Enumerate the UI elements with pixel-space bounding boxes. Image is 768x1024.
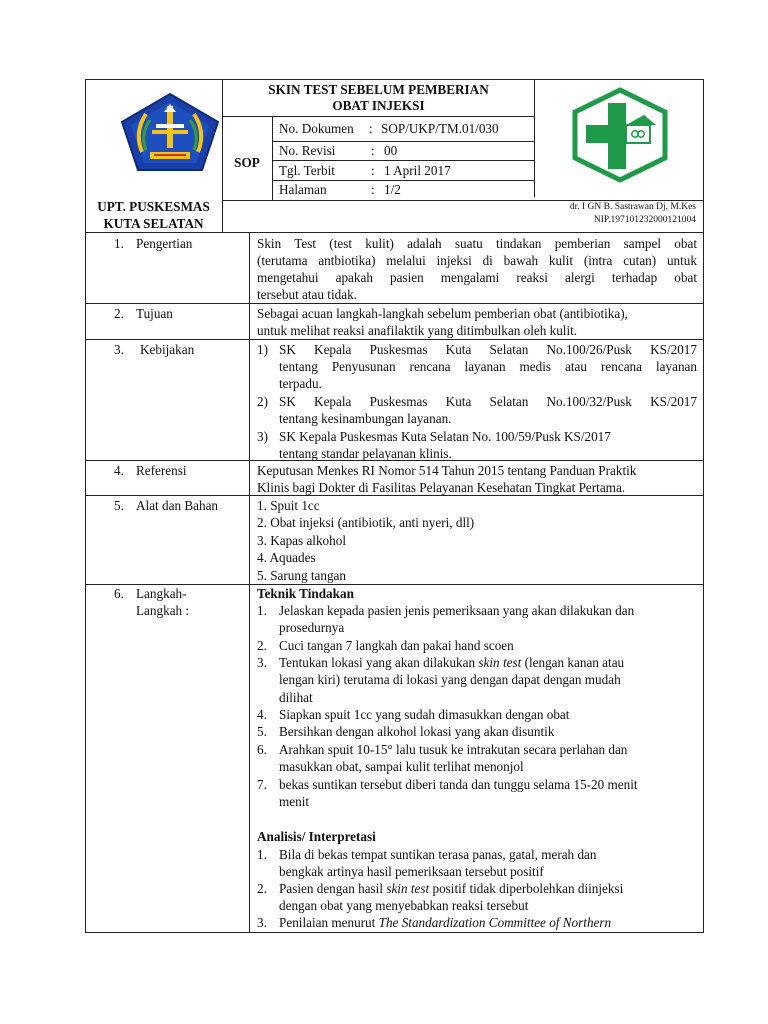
- issued-value: 1 April 2017: [384, 163, 451, 178]
- revision-value: 00: [384, 143, 398, 158]
- row-text-line: Klinis bagi Dokter di Fasilitas Pelayanan Kesehatan Tingkat Pertama.: [257, 480, 626, 495]
- step-number: 6.: [257, 742, 267, 757]
- row-number: 6.: [114, 586, 124, 601]
- step-text: Jelaskan kepada pasien jenis pemeriksaan yang akan dilakukan dan: [279, 603, 635, 618]
- policy-item-text: tentang standar pelayanan klinis.: [279, 446, 452, 461]
- issued-label: Tgl. Terbit: [279, 163, 335, 178]
- list-item: 3. Kapas alkohol: [257, 533, 346, 548]
- step-text: masukkan obat, sampai kulit terlihat menonjol: [279, 759, 524, 774]
- header-divider: [222, 116, 535, 117]
- analysis-text-part: Pasien dengan hasil: [279, 881, 387, 896]
- row-label: Pengertian: [136, 236, 193, 251]
- step-text: Cuci tangan 7 langkah dan pakai hand scoen: [279, 638, 514, 653]
- row-label: Kebijakan: [140, 342, 195, 357]
- organization-name: KUTA SELATAN: [103, 216, 204, 231]
- row-text-line: mengetahui apakah pasien mengalami reaksi alergi terhadap obat: [257, 270, 697, 285]
- step-number: 3.: [257, 655, 267, 670]
- row-number: 3.: [114, 342, 124, 357]
- policy-item-text: SK Kepala Puskesmas Kuta Selatan No.100/26/Pusk KS/2017: [279, 342, 697, 357]
- step-number: 5.: [257, 724, 267, 739]
- row-number: 1.: [114, 236, 124, 251]
- analysis-text-part: Penilaian menurut: [279, 915, 379, 930]
- doc-number-value: SOP/UKP/TM.01/030: [381, 121, 499, 136]
- step-text: [279, 654, 624, 672]
- row-label: Langkah-: [136, 586, 187, 601]
- regional-emblem-logo: [120, 92, 220, 172]
- header-divider: [272, 116, 273, 201]
- page-sep: :: [371, 182, 375, 197]
- policy-item-number: 2): [257, 394, 268, 409]
- policy-item-number: 1): [257, 342, 268, 357]
- analysis-number: 2.: [257, 881, 267, 896]
- step-text: Arahkan spuit 10-15° lalu tusuk ke intrakutan secara perlahan dan: [279, 742, 628, 757]
- row-number: 5.: [114, 498, 124, 513]
- row-text-line: Sebagai acuan langkah-langkah sebelum pemberian obat (antibiotika),: [257, 306, 628, 321]
- analysis-text-italic: skin test: [386, 881, 430, 896]
- revision-sep: :: [371, 143, 375, 158]
- step-text: lengan kiri) terutama di lokasi yang dengan dapat dengan mudah: [279, 672, 621, 687]
- signer-name: dr. I GN B. Sastrawan Dj, M.Kes: [569, 202, 696, 212]
- step-text: bekas suntikan tersebut diberi tanda dan tunggu selama 15-20 menit: [279, 777, 638, 792]
- column-divider: [249, 232, 250, 932]
- page-label: Halaman: [279, 182, 327, 197]
- sop-label: SOP: [234, 155, 260, 170]
- policy-item-text: terpadu.: [279, 376, 322, 391]
- analysis-text-italic: The Standardization Committee of Northern: [378, 915, 612, 930]
- step-text-italic: skin test: [478, 655, 522, 670]
- analysis-text-part: positif tidak diperbolehkan diinjeksi: [429, 881, 624, 896]
- analysis-text: [279, 880, 623, 898]
- doc-number-sep: :: [369, 121, 373, 136]
- header-divider: [272, 160, 535, 161]
- analysis-number: 3.: [257, 915, 267, 930]
- row-divider: [85, 303, 704, 304]
- row-label: Alat dan Bahan: [136, 498, 219, 513]
- list-item: 1. Spuit 1cc: [257, 498, 320, 513]
- row-label: Referensi: [136, 463, 187, 478]
- step-text: dilihat: [279, 690, 313, 705]
- step-text: prosedurnya: [279, 620, 345, 635]
- policy-item-text: SK Kepala Puskesmas Kuta Selatan No.100/32/Pusk KS/2017: [279, 394, 697, 409]
- row-text-line: Skin Test (test kulit) adalah suatu tindakan pemberian sampel obat: [257, 236, 697, 251]
- row-text-line: untuk melihat reaksi anafilaktik yang ditimbulkan oleh kulit.: [257, 323, 578, 338]
- step-number: 4.: [257, 707, 267, 722]
- section-heading: Teknik Tindakan: [257, 586, 354, 601]
- puskesmas-cross-logo: [570, 87, 670, 183]
- row-number: 2.: [114, 306, 124, 321]
- signer-nip: NIP.197101232000121004: [593, 215, 696, 225]
- analysis-text: dengan obat yang menyebabkan reaksi tersebut: [279, 898, 529, 913]
- row-number: 4.: [114, 463, 124, 478]
- list-item: 2. Obat injeksi (antibiotik, anti nyeri, dll): [257, 515, 475, 530]
- policy-item-text: tentang Penyusunan rencana layanan medis atau rencana layanan: [279, 359, 697, 374]
- table-border-bottom: [85, 932, 704, 933]
- row-text-line: tersebut atau tidak.: [257, 287, 357, 302]
- page-value: 1/2: [384, 182, 401, 197]
- policy-item-number: 3): [257, 429, 268, 444]
- list-item: 4. Aquades: [257, 550, 316, 565]
- list-item: 5. Sarung tangan: [257, 568, 346, 583]
- policy-item-text: SK Kepala Puskesmas Kuta Selatan No. 100/59/Pusk KS/2017: [279, 429, 611, 444]
- policy-item-text: tentang kesinambungan layanan.: [279, 411, 452, 426]
- document-title: SKIN TEST SEBELUM PEMBERIAN: [268, 82, 489, 97]
- step-number: 7.: [257, 777, 267, 792]
- row-text-line: Keputusan Menkes RI Nomor 514 Tahun 2015 tentang Panduan Praktik: [257, 463, 637, 478]
- step-text: menit: [279, 794, 310, 809]
- row-label: Tujuan: [136, 306, 173, 321]
- analysis-number: 1.: [257, 847, 267, 862]
- issued-sep: :: [371, 163, 375, 178]
- analysis-text: [279, 914, 611, 932]
- doc-number-label: No. Dokumen: [279, 121, 354, 136]
- step-text-part: Tentukan lokasi yang akan dilakukan: [279, 655, 479, 670]
- step-text: Siapkan spuit 1cc yang sudah dimasukkan dengan obat: [279, 707, 570, 722]
- row-text-line: (terutama antbiotika) melalui injeksi di bawah kulit (intra cutan) untuk: [257, 253, 697, 268]
- step-number: 2.: [257, 638, 267, 653]
- step-text: Bersihkan dengan alkohol lokasi yang akan disuntik: [279, 724, 555, 739]
- analysis-text: Bila di bekas tempat suntikan terasa panas, gatal, merah dan: [279, 847, 597, 862]
- organization-name: UPT. PUSKESMAS: [97, 199, 210, 214]
- table-border-right: [703, 79, 704, 932]
- revision-label: No. Revisi: [279, 143, 336, 158]
- section-heading: Analisis/ Interpretasi: [257, 829, 376, 844]
- row-label: Langkah :: [136, 603, 190, 618]
- step-text-part: (lengan kanan atau: [521, 655, 625, 670]
- step-number: 1.: [257, 603, 267, 618]
- document-title: OBAT INJEKSI: [332, 98, 425, 113]
- table-border-top: [85, 79, 704, 80]
- analysis-text: bengkak artinya hasil pemeriksaan tersebut positif: [279, 864, 544, 879]
